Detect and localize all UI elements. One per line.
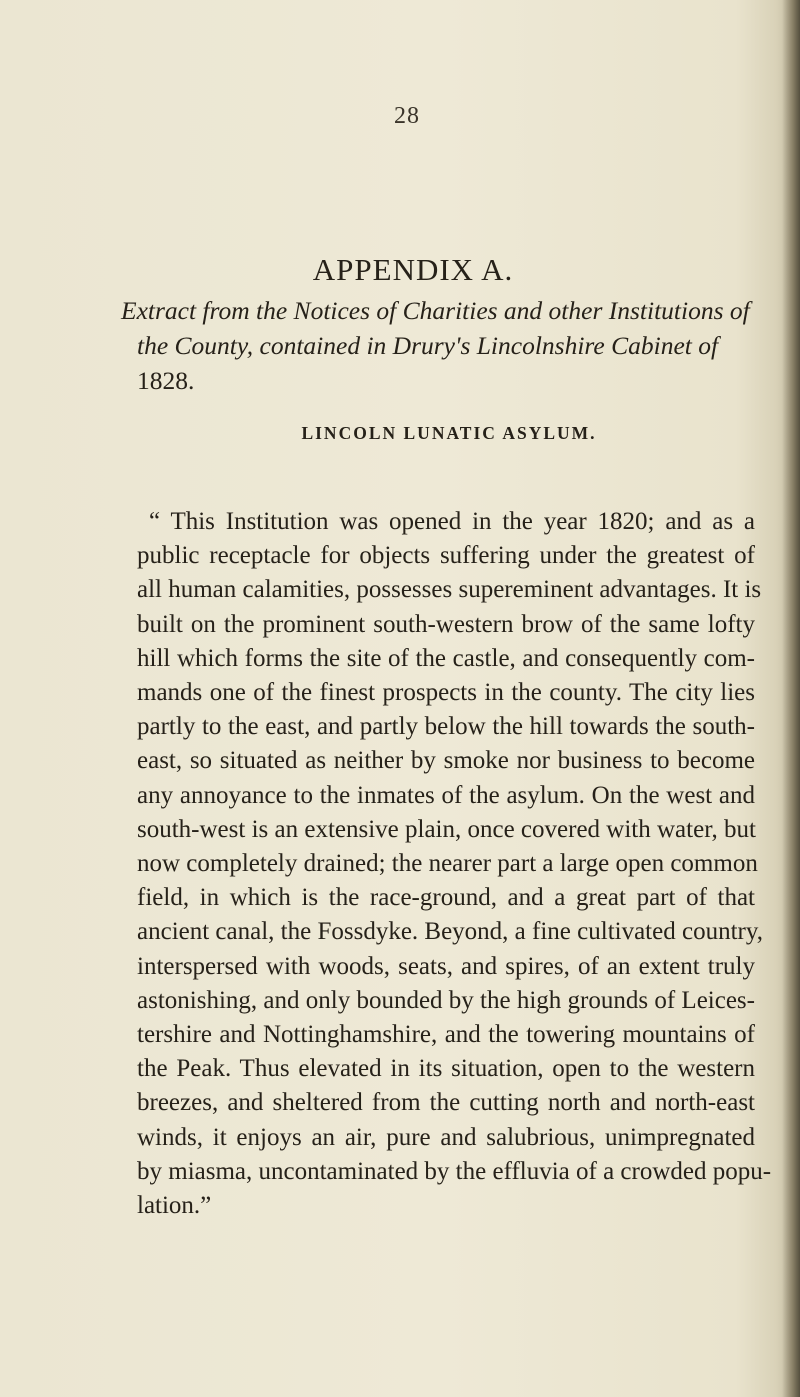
body-line: public receptacle for objects suffering under the greatest of <box>137 542 755 570</box>
body-line: “ This Institution was opened in the year 1820; and as a <box>149 508 755 535</box>
body-line: built on the prominent south-western brow of the same lofty <box>137 610 755 638</box>
body-line: the Peak. Thus elevated in its situation, open to the western <box>137 1055 755 1083</box>
extract-intro <box>121 293 777 398</box>
body-line: ancient canal, the Fossdyke. Beyond, a fine cultivated country, <box>137 918 763 946</box>
body-line: interspersed with woods, seats, and spires, of an extent truly <box>137 952 755 980</box>
extract-intro-line: the County, contained in Drury's Lincolnshire Cabinet of <box>137 331 719 360</box>
body-line: field, in which is the race-ground, and a great part of that <box>137 884 755 912</box>
body-line: partly to the east, and partly below the hill towards the south- <box>137 713 755 741</box>
body-line: mands one of the finest prospects in the county. The city lies <box>137 679 755 707</box>
body-text <box>137 505 772 1223</box>
extract-intro-year: 1828. <box>137 366 195 395</box>
body-line: all human calamities, possesses supereminent advantages. It is <box>137 576 762 604</box>
appendix-heading: APPENDIX A. <box>312 252 514 287</box>
body-line: astonishing, and only bounded by the high grounds of Leices- <box>137 986 755 1014</box>
body-line: winds, it enjoys an air, pure and salubrious, unimpregnated <box>137 1123 755 1151</box>
body-line: lation.” <box>137 1192 212 1220</box>
body-line: by miasma, uncontaminated by the effluvia of a crowded popu- <box>137 1157 772 1185</box>
body-line: hill which forms the site of the castle, and consequently com- <box>137 644 755 672</box>
body-line: now completely drained; the nearer part a large open common <box>137 850 758 878</box>
body-line: tershire and Nottinghamshire, and the towering mountains of <box>137 1021 755 1049</box>
extract-intro-line: Extract from the Notices of Charities and other Institutions of <box>121 296 750 325</box>
body-line: breezes, and sheltered from the cutting north and north-east <box>137 1089 755 1117</box>
body-line: east, so situated as neither by smoke nor business to become <box>137 747 755 775</box>
section-subheading: LINCOLN LUNATIC ASYLUM. <box>301 423 597 443</box>
page-number: 28 <box>394 103 420 129</box>
body-line: south-west is an extensive plain, once covered with water, but <box>137 815 756 843</box>
page-edge-shadow <box>782 0 800 1397</box>
body-line: any annoyance to the inmates of the asylum. On the west and <box>137 781 755 809</box>
